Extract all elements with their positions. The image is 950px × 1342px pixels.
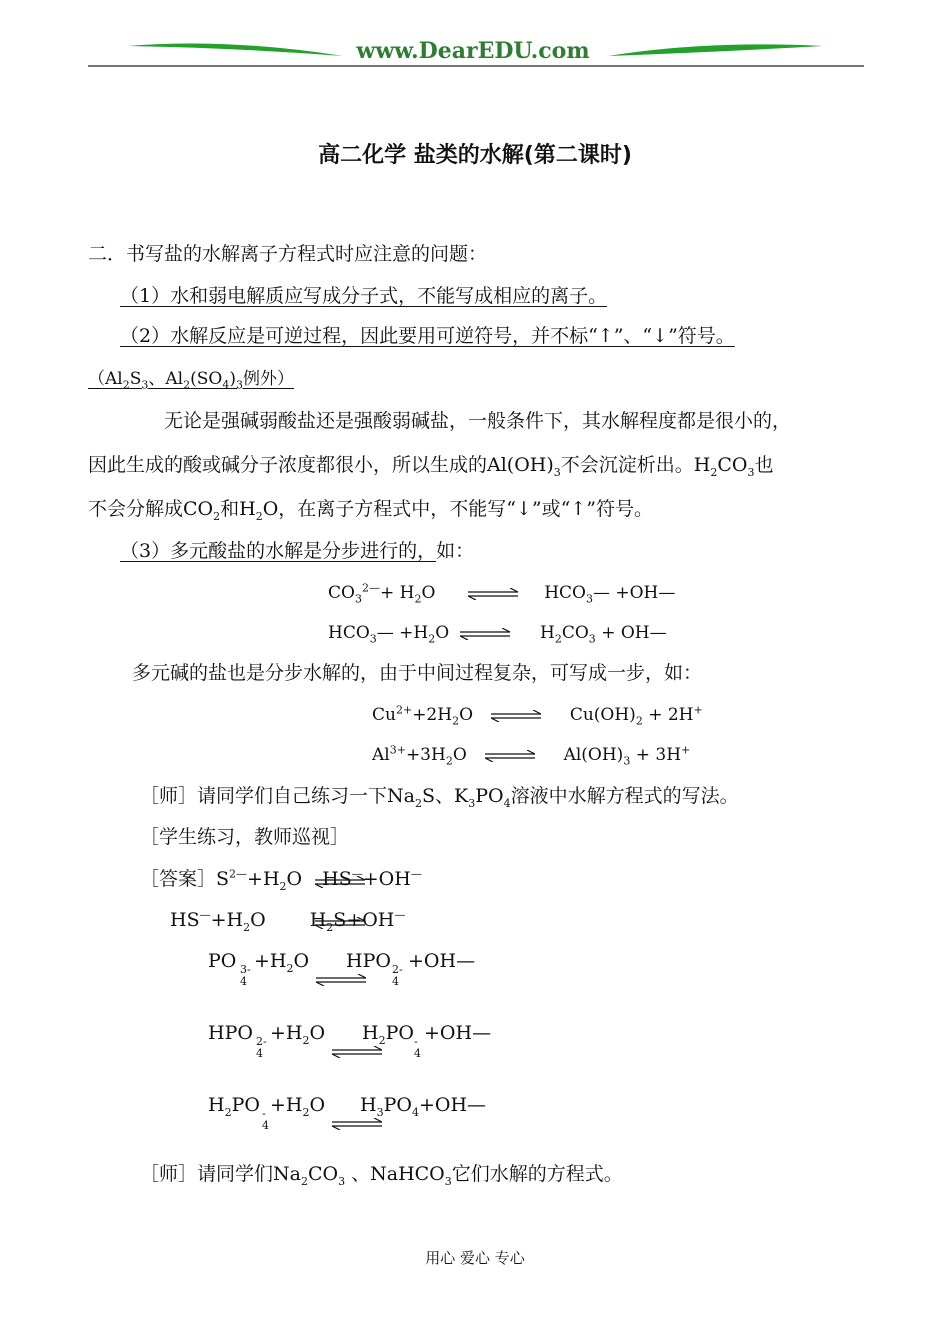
reversible-arrow-icon	[312, 876, 368, 888]
text: 也	[754, 454, 774, 476]
text: 溶液中水解方程式的写法。	[510, 785, 739, 807]
text: 因此生成的酸或碱分子浓度都很小，所以生成的Al(OH)	[88, 454, 554, 476]
superscript: 2—	[361, 581, 380, 595]
text: H	[208, 1094, 225, 1116]
subscript: 2	[243, 920, 251, 934]
text: O	[309, 1022, 326, 1044]
eq-text: H	[540, 623, 555, 643]
paragraph-line-1: 无论是强碱弱酸盐还是强酸弱碱盐，一般条件下，其水解程度都是很小的，	[164, 410, 792, 432]
text: +H	[254, 950, 287, 972]
exception-text: (SO	[190, 369, 223, 389]
text: PO	[383, 1094, 412, 1116]
text: +OH—	[424, 1022, 492, 1044]
text: +H	[270, 1022, 303, 1044]
subscript: 2	[452, 714, 460, 728]
text: 不会分解成CO	[88, 498, 214, 520]
eq-text: CO	[328, 583, 355, 603]
subscript: 2	[554, 632, 562, 646]
subscript: 4	[240, 975, 247, 988]
subscript: 2	[213, 509, 221, 523]
eq-text: HCO	[328, 623, 370, 643]
reversible-arrow-icon	[312, 917, 368, 929]
text: HPO	[346, 950, 391, 972]
text: HS	[322, 868, 352, 890]
eq-text: CO	[561, 623, 589, 643]
paragraph-line-3	[88, 496, 653, 522]
subscript: 2	[445, 754, 453, 768]
eq-text: O	[459, 705, 474, 725]
subscript: 2	[710, 465, 718, 479]
eq-text: +3H	[405, 745, 446, 765]
text: 和H	[220, 498, 256, 520]
rule-3	[120, 538, 474, 564]
subscript: 2	[122, 378, 130, 392]
subscript: 3	[747, 465, 755, 479]
eq-text: + 2H	[642, 705, 694, 725]
text: ［答案］S	[140, 868, 230, 890]
superscript: 2-	[256, 1035, 267, 1048]
superscript: -	[414, 1035, 418, 1048]
eq-text: O	[421, 583, 436, 603]
text: H	[362, 1022, 379, 1044]
subscript: 3	[585, 592, 593, 606]
subscript: 2	[300, 1174, 308, 1188]
text: 、NaHCO	[345, 1163, 445, 1185]
superscript: 2+	[395, 703, 413, 717]
subscript: 3	[141, 378, 149, 392]
reversible-arrow-icon	[461, 588, 525, 600]
subscript: 2	[414, 796, 422, 810]
eq-text: Al	[372, 745, 390, 765]
eq-text: O	[452, 745, 467, 765]
reversible-arrow-icon	[330, 1046, 384, 1058]
exception-text: 、Al	[148, 369, 184, 389]
subscript: 2	[414, 592, 422, 606]
reversible-arrow-icon	[455, 628, 515, 640]
text: O	[309, 1094, 326, 1116]
answer-product	[310, 907, 395, 933]
eq-text: O	[435, 623, 450, 643]
text: HPO	[208, 1022, 253, 1044]
text: O，在离子方程式中，不能写“↓”或“↑”符号。	[262, 498, 653, 520]
exception-text: S	[129, 369, 142, 389]
answer-line-2	[170, 907, 405, 933]
rule-1-text: （1）水和弱电解质应写成分子式，不能写成相应的离子。	[120, 285, 608, 307]
subscript: 4	[503, 796, 511, 810]
eq-text: — +H	[376, 623, 429, 643]
text: CO	[307, 1163, 339, 1185]
text: 它们水解的方程式。	[451, 1163, 623, 1185]
subscript: 3	[369, 632, 377, 646]
subscript: 2	[224, 1105, 232, 1119]
teacher-prompt-1	[140, 783, 739, 809]
teacher-prompt-2	[140, 1161, 623, 1187]
text: PO	[385, 1022, 414, 1044]
text: +OH—	[408, 950, 476, 972]
exception-open: （Al	[88, 369, 123, 389]
text: HS	[170, 909, 200, 931]
superscript: +	[693, 703, 703, 717]
equation-3	[372, 702, 703, 728]
subscript: 3	[338, 1174, 346, 1188]
eq-text: — +OH—	[592, 583, 676, 603]
subscript: 2	[326, 920, 334, 934]
header-banner	[88, 34, 864, 70]
reversible-arrow-icon	[314, 974, 368, 986]
superscript: 2—	[229, 867, 248, 881]
text: PO	[475, 785, 504, 807]
text: +H	[247, 868, 280, 890]
subscript: 2	[378, 1033, 386, 1047]
subscript: 4	[256, 1047, 263, 1060]
subscript: 2	[286, 961, 294, 975]
eq-text: + 3H	[630, 745, 682, 765]
subscript: 4	[222, 378, 230, 392]
eq-text: Cu	[372, 705, 396, 725]
subscript: 3	[444, 1174, 452, 1188]
subscript: 2	[255, 509, 263, 523]
superscript: 2-	[392, 963, 403, 976]
superscript: +	[681, 743, 691, 757]
text: 不会沉淀析出。H	[560, 454, 711, 476]
rule-3-tail: 如：	[436, 540, 475, 562]
superscript: —	[351, 867, 363, 881]
subscript: 2	[302, 1105, 310, 1119]
eq-text: + H	[379, 583, 415, 603]
answer-line-1	[140, 866, 422, 892]
page-footer: 用心 爱心 专心	[425, 1249, 525, 1267]
text: H	[309, 909, 327, 931]
answer-product	[322, 866, 352, 892]
text: +OH	[362, 868, 411, 890]
exception-close: 例外）	[242, 369, 294, 389]
equation-2	[328, 620, 667, 646]
superscript: —	[410, 867, 422, 881]
subscript: 3	[588, 632, 596, 646]
text: CO	[717, 454, 748, 476]
text: ［师］请同学们Na	[140, 1163, 301, 1185]
subscript: 2	[635, 714, 643, 728]
rule-3-text: （3）多元酸盐的水解是分步进行的，	[120, 540, 437, 562]
superscript: 3+	[389, 743, 406, 757]
text: O	[250, 909, 266, 931]
text: O	[286, 868, 303, 890]
page-title: 高二化学 盐类的水解(第二课时)	[318, 143, 632, 168]
superscript: -	[262, 1107, 266, 1120]
base-salt-text: 多元碱的盐也是分步水解的，由于中间过程复杂，可写成一步，如：	[132, 662, 703, 684]
subscript: 2	[279, 879, 287, 893]
text: O	[293, 950, 310, 972]
reversible-arrow-icon	[330, 1118, 384, 1130]
rule-2	[120, 323, 749, 349]
practice-note: ［学生练习，教师巡视］	[140, 826, 350, 848]
text: +OH—	[418, 1094, 487, 1116]
rule-2-exception	[88, 366, 294, 392]
paragraph-line-2	[88, 452, 774, 478]
text: +H	[210, 909, 244, 931]
equation-1	[328, 580, 675, 606]
subscript: 3	[623, 754, 631, 768]
text: PO	[208, 950, 237, 972]
rule-2-text: （2）水解反应是可逆过程，因此要用可逆符号，并不标“↑”、“↓”符号。	[120, 325, 735, 347]
text: PO	[231, 1094, 260, 1116]
eq-text: HCO	[544, 583, 586, 603]
eq-text: + OH—	[595, 623, 667, 643]
superscript: —	[394, 908, 406, 922]
eq-text: +2H	[412, 705, 453, 725]
subscript: 2	[183, 378, 191, 392]
section-heading: 二．书写盐的水解离子方程式时应注意的问题：	[88, 243, 488, 265]
reversible-arrow-icon	[486, 710, 546, 722]
answer-line-5	[208, 1094, 528, 1134]
subscript: 3	[235, 378, 243, 392]
equation-4	[372, 742, 690, 768]
text: S+OH	[333, 909, 395, 931]
subscript: 3	[354, 592, 362, 606]
eq-text: Cu(OH)	[569, 705, 636, 725]
answer-line-4	[208, 1022, 528, 1062]
text: H	[360, 1094, 377, 1116]
subscript: 2	[302, 1033, 310, 1047]
answer-line-3	[208, 950, 508, 990]
superscript: 3-	[240, 963, 251, 976]
subscript: 4	[392, 975, 399, 988]
exception-text: )	[229, 369, 236, 389]
rule-1	[120, 283, 617, 309]
text: S、K	[421, 785, 469, 807]
text: +H	[270, 1094, 303, 1116]
subscript: 4	[411, 1105, 419, 1119]
subscript: 3	[553, 465, 561, 479]
reversible-arrow-icon	[480, 750, 540, 762]
superscript: —	[199, 908, 211, 922]
subscript: 4	[414, 1047, 421, 1060]
subscript: 3	[468, 796, 476, 810]
subscript: 3	[376, 1105, 384, 1119]
eq-text: Al(OH)	[563, 745, 624, 765]
site-logo-text: www.DearEDU.com	[356, 38, 590, 64]
subscript: 2	[428, 632, 436, 646]
subscript: 4	[262, 1119, 269, 1132]
text: ［师］请同学们自己练习一下Na	[140, 785, 415, 807]
